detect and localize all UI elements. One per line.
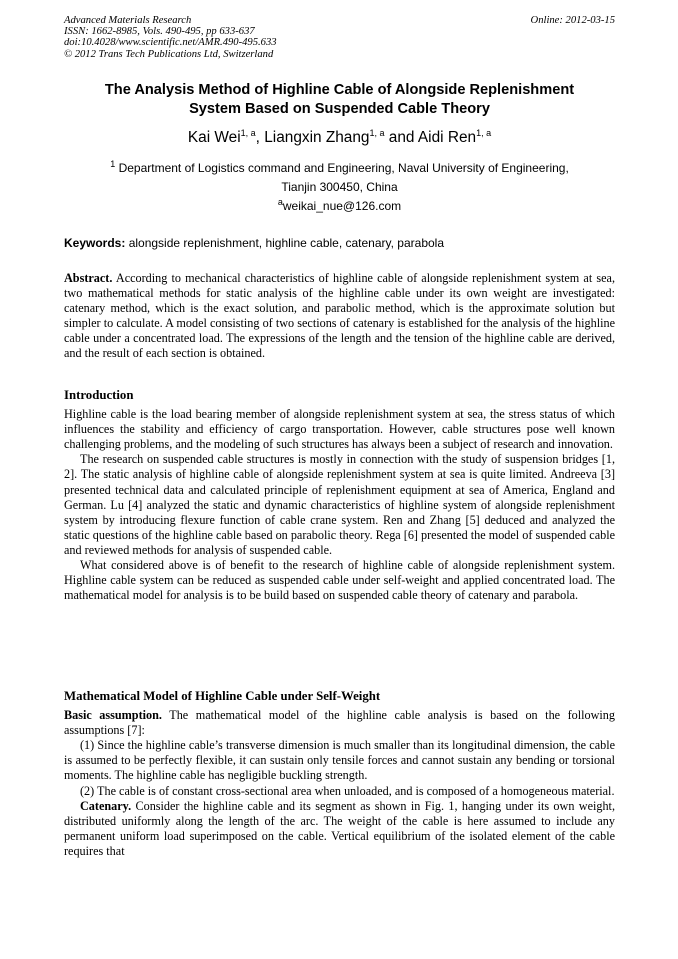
section-heading-model: Mathematical Model of Highline Cable under Self-Weight bbox=[64, 689, 381, 703]
email-line bbox=[64, 197, 615, 213]
introduction-section bbox=[64, 388, 615, 603]
assumption-2: (2) The cable is of constant cross-sectional area when unloaded, and is composed of a homogeneous material. bbox=[80, 783, 615, 798]
doi-line: doi:10.4028/www.scientific.net/AMR.490-495.633 bbox=[64, 37, 277, 49]
paragraph: Highline cable is the load bearing member of alongside replenishment system at sea, the stress status of which influences the stability and efficiency of cargo transportation. However, cable structures pose well known challenging problems, and the modeling of such structures has always been a subject of research and innovation. bbox=[64, 407, 615, 452]
journal-name: Advanced Materials Research bbox=[64, 15, 192, 26]
title-line-1: The Analysis Method of Highline Cable of Alongside Replenishment bbox=[104, 82, 575, 98]
catenary-text: Consider the highline cable and its segment as shown in Fig. 1, hanging under its own weight, distributed uniformly along the length of the arc. The weight of the cable is here assumed to include any permanent uniform load superimposed on the cable. Vertical equilibrium of the isolated element of the cable requires that bbox=[64, 798, 615, 858]
basic-assumption-text: The mathematical model of the highline cable analysis is based on the following assumptions [7]: bbox=[64, 708, 615, 738]
author-name: Kai Wei bbox=[187, 129, 241, 147]
assumption-1: (1) Since the highline cable’s transverse dimension is much smaller than its longitudinal dimension, the cable is assumed to be perfectly flexible, it can sustain only tensile forces and cannot sustain any bending or torsional moments. The highline cable has negligible buckling strength. bbox=[64, 738, 615, 783]
author-superscript: 1, a bbox=[476, 128, 492, 138]
author-superscript: 1, a bbox=[240, 128, 256, 138]
affiliation-line-2: Tianjin 300450, China bbox=[281, 180, 398, 194]
paragraph: What considered above is of benefit to the research of highline cable of alongside replenishment system. Highline cable system can be reduced as suspended cable under self-weight and applied concentrated load. The mathematical model for analysis is to be build based on suspended cable theory of catenary and parabola. bbox=[64, 558, 615, 603]
basic-assumption-label: Basic assumption. bbox=[64, 708, 162, 723]
model-section bbox=[64, 689, 615, 859]
email-superscript: a bbox=[277, 197, 283, 207]
author-name: Liangxin Zhang bbox=[264, 129, 370, 147]
affiliation-superscript: 1 bbox=[110, 159, 116, 169]
title-line-2: System Based on Suspended Cable Theory bbox=[189, 101, 490, 117]
online-date: Online: 2012-03-15 bbox=[530, 15, 615, 26]
paper-title bbox=[64, 81, 615, 119]
email-address[interactable]: weikai_nue@126.com bbox=[282, 199, 402, 213]
affiliation-text: Department of Logistics command and Engineering, Naval University of Engineering, bbox=[118, 161, 569, 175]
section-heading-introduction: Introduction bbox=[64, 388, 134, 402]
issn-line: ISSN: 1662-8985, Vols. 490-495, pp 633-637 bbox=[64, 26, 255, 38]
paragraph: The research on suspended cable structures is mostly in connection with the study of suspension bridges [1, 2]. The static analysis of highline cable of alongside replenishment system at sea is quite limited. Andreeva [3] presented technical data and calculated principle of replenishment equipment at sea of America, England and German. Lu [4] analyzed the static and dynamic characteristics of highline system of alongside replenishment system by introducing flexure function of cable crane system. Ren and Zhang [5] deduced and analyzed the static questions of the highline cable based on parabolic theory. Rega [6] presented the model of suspended cable and reviewed methods for analysis of suspended cable. bbox=[64, 452, 615, 557]
author-list bbox=[64, 128, 615, 147]
journal-header bbox=[64, 15, 277, 60]
copyright-line: © 2012 Trans Tech Publications Ltd, Switzerland bbox=[64, 48, 274, 60]
keywords bbox=[64, 236, 444, 250]
keywords-label: Keywords: bbox=[64, 236, 126, 250]
author-separator: and bbox=[384, 129, 418, 147]
author-superscript: 1, a bbox=[369, 128, 385, 138]
keywords-text: alongside replenishment, highline cable, catenary, parabola bbox=[125, 236, 445, 250]
affiliation-line-1 bbox=[64, 156, 615, 176]
author-name: Aidi Ren bbox=[417, 129, 477, 147]
author-separator: , bbox=[255, 129, 265, 147]
abstract-text: According to mechanical characteristics of highline cable of alongside replenishment system at sea, two mathematical methods for static analysis of the highline cable under its own weight are investigated: catenary method, which is the exact solution, and parabolic method, which is the approximate solution but simpler to calculate. A model consisting of two sections of catenary is established for the analysis of the highline cable under a concentrated load. The expressions of the length and the tension of the highline cable are derived, and the result of each section is obtained. bbox=[64, 271, 615, 361]
abstract bbox=[64, 271, 615, 362]
abstract-label: Abstract. bbox=[64, 271, 113, 285]
catenary-label: Catenary. bbox=[80, 798, 132, 813]
